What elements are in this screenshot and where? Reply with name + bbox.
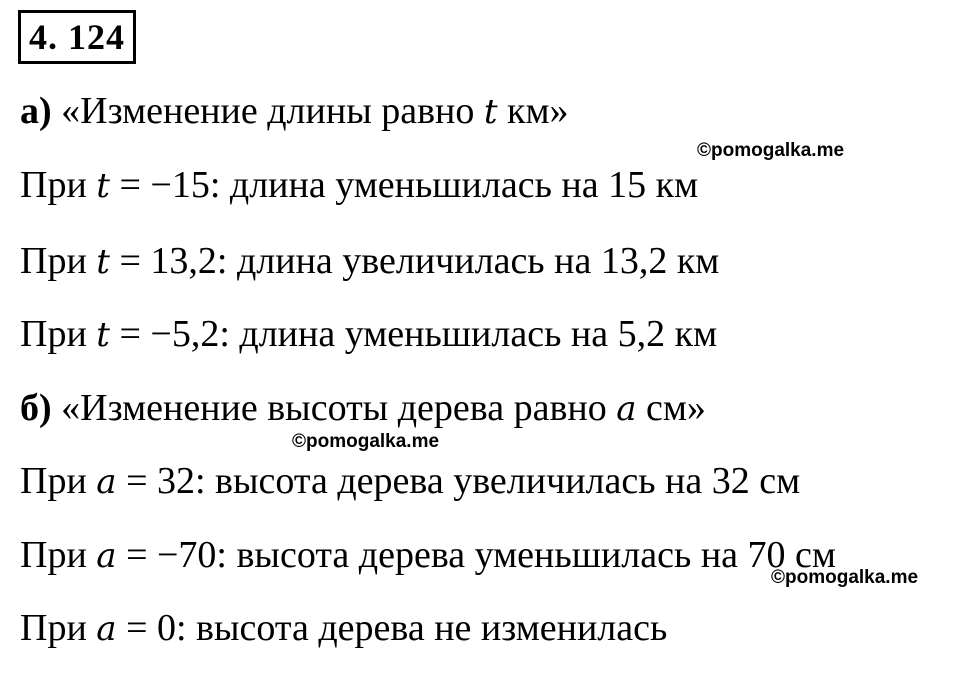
watermark: ©pomogalka.me [292, 431, 440, 452]
line-text: = 0: высота дерева не изменилась [116, 607, 668, 649]
part-b-variable: a [616, 389, 637, 429]
part-b-line-2 [20, 532, 836, 579]
part-a-line-3 [20, 311, 717, 358]
line-variable: a [96, 462, 117, 502]
line-prefix: При [20, 460, 97, 502]
part-a-variable: t [483, 92, 498, 132]
line-text: = 13,2: длина увеличилась на 13,2 км [109, 240, 720, 282]
line-prefix: При [20, 240, 97, 282]
part-b-statement [20, 385, 706, 432]
line-prefix: При [20, 607, 97, 649]
line-variable: a [96, 609, 117, 649]
problem-number: 4. 124 [18, 10, 136, 64]
line-variable: t [96, 315, 110, 355]
line-variable: a [96, 536, 117, 576]
watermark: ©pomogalka.me [771, 567, 919, 588]
line-text: = −70: высота дерева уменьшилась на 70 см [116, 534, 836, 576]
line-text: = −15: длина уменьшилась на 15 км [109, 164, 699, 206]
line-prefix: При [20, 313, 97, 355]
line-variable: t [96, 242, 110, 282]
part-b-marker: б) [20, 387, 52, 429]
part-b-statement-close: см» [636, 387, 706, 429]
line-text: = 32: высота дерева увеличилась на 32 см [116, 460, 801, 502]
line-variable: t [96, 166, 110, 206]
part-b-line-1 [20, 458, 800, 505]
part-a-statement [20, 88, 569, 135]
part-b-line-3 [20, 605, 667, 652]
line-text: = −5,2: длина уменьшилась на 5,2 км [109, 313, 718, 355]
part-b-statement-open: «Изменение высоты дерева равно [61, 387, 617, 429]
line-prefix: При [20, 164, 97, 206]
part-a-marker: а) [20, 90, 52, 132]
watermark: ©pomogalka.me [697, 140, 845, 161]
part-a-line-1 [20, 162, 698, 209]
part-a-statement-close: км» [497, 90, 569, 132]
line-prefix: При [20, 534, 97, 576]
part-a-statement-open: «Изменение длины равно [61, 90, 484, 132]
part-a-line-2 [20, 238, 719, 285]
